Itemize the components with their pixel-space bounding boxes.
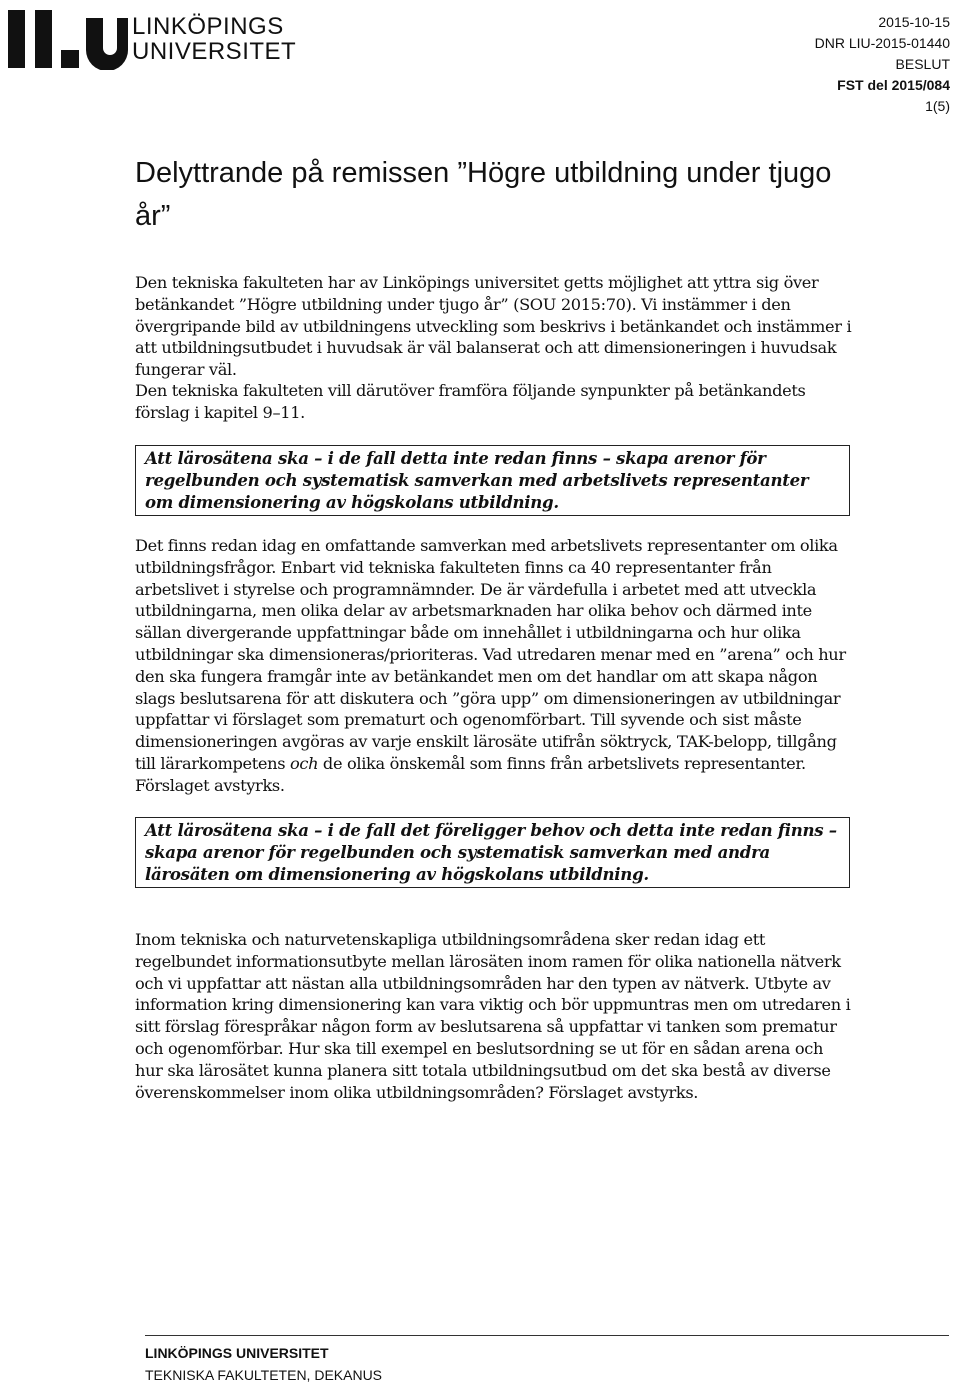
document-date: 2015-10-15	[878, 14, 950, 30]
university-logo	[0, 0, 297, 72]
response-1-emphasis: och	[289, 753, 319, 773]
response-1-text-a: Det finns redan idag en omfattande samverkan med arbetslivets representanter om olika utbildningsfrågor. Enbart vid tekniska fakulteten finns ca 40 representanter från arbetslivet i styrelse och programnämnder. De är värdefulla i arbetet med att utveckla utbildningarna, men olika delar av arbetsmarknaden har olika behov och därmed inte sällan divergerande uppfattningar både om innehållet i utbildningarna och hur olika utbildningar ska dimensioneras/prioriteras. Vad utredaren menar med en ”arena” och hur den ska fungera framgår inte av betänkandet men om det handlar om att skapa någon slags beslutsarena för att diskutera och ”göra upp” om dimensioneringen av utbildningar uppfattar vi förslaget som prematurt och ogenomförbart. Till syvende och sist måste dimensioneringen avgöras av varje enskilt lärosäte utifrån söktryck, TAK-belopp, tillgång till lärarkompetens	[135, 536, 846, 773]
footer	[145, 1342, 382, 1386]
document-dnr: DNR LIU-2015-01440	[814, 35, 950, 51]
page-number: 1(5)	[925, 98, 950, 114]
footer-divider	[145, 1335, 949, 1336]
response-1-text-b: de olika önskemål som finns från arbetslivets representanter. Förslaget avstyrks.	[135, 753, 806, 795]
page-title: Delyttrande på remissen ”Högre utbildning under tjugo år”	[135, 157, 832, 232]
proposal-heading-2: Att lärosätena ska – i de fall det föreligger behov och detta inte redan finns – skapa arenor för regelbunden och systematisk samverkan med andra lärosäten om dimensionering av högskolans utbildning.	[135, 817, 850, 888]
intro-paragraph-2: Den tekniska fakulteten vill därutöver framföra följande synpunkter på betänkandets förslag i kapitel 9–11.	[135, 381, 806, 422]
response-paragraph-2: Inom tekniska och naturvetenskapliga utbildningsområdena sker redan idag ett regelbundet informationsutbyte mellan lärosäten inom ramen för olika nationella nätverk och vi uppfattar att nästan alla utbildningsområden har den typen av nätverk. Utbyte av information kring dimensionering kan vara viktig och bör uppmuntras men om utredaren i sitt förslag förespråkar någon form av beslutsarena så uppfattar vi tanken som prematur och ogenomförbar. Hur ska till exempel en beslutsordning se ut för en sådan arena och hur ska lärosätet kunna planera sitt totala utbildningsutbud om det ska bestå av diverse överenskommelser inom olika utbildningsområden? Förslaget avstyrks.	[135, 930, 851, 1102]
document-type: BESLUT	[895, 56, 950, 72]
logo-line-2: UNIVERSITET	[132, 38, 297, 65]
proposal-heading-1: Att lärosätena ska – i de fall detta inte redan finns – skapa arenor för regelbunden och systematisk samverkan med arbetslivets representanter om dimensionering av högskolans utbildning.	[135, 445, 850, 516]
document-metadata	[815, 12, 950, 117]
logo-line-1: LINKÖPINGS	[132, 13, 284, 40]
liu-logo-mark-icon	[6, 10, 128, 70]
document-reference: FST del 2015/084	[837, 77, 950, 93]
footer-unit: TEKNISKA FAKULTETEN, DEKANUS	[145, 1367, 383, 1383]
logo-wordmark	[132, 14, 296, 64]
response-paragraph-1	[135, 535, 855, 797]
intro-paragraph: Den tekniska fakulteten har av Linköpings universitet getts möjlighet att yttra sig över betänkandet ”Högre utbildning under tjugo år” (SOU 2015:70). Vi instämmer i den övergripande bild av utbildningens utveckling som beskrivs i betänkandet och instämmer i att utbildningsutbudet i huvudsak är väl balanserat och att dimensioneringen i huvudsak fungerar väl.	[135, 273, 852, 380]
footer-organization: LINKÖPINGS UNIVERSITET	[145, 1345, 329, 1361]
